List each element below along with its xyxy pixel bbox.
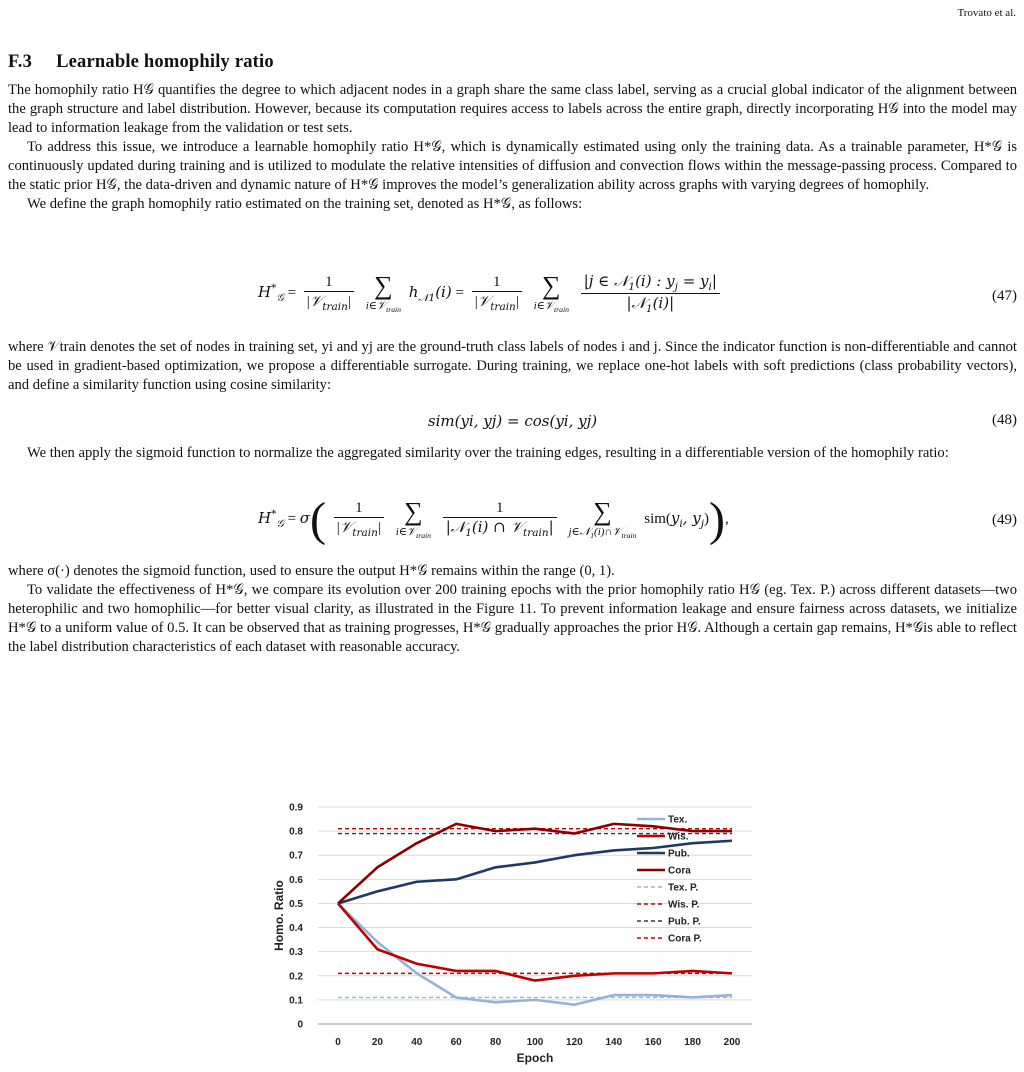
y-tick-label: 0.6 — [289, 874, 303, 886]
section-number: F.3 — [8, 52, 33, 72]
legend-label-wis-p: Wis. P. — [668, 899, 700, 911]
legend-label-tex: Tex. — [668, 814, 688, 826]
y-tick-label: 0.2 — [289, 971, 303, 983]
y-tick-label: 0.3 — [289, 947, 303, 959]
paragraph-7: To validate the effectiveness of H*𝒢, we compare its evolution over 200 training epochs with the prior homophily ratio H𝒢 (eg. Tex. P.) across different datasets—two heterophilic and two homophilic—for better visual clarity, as illustrated in the Figure 11. To prevent information leakage and ensure fairness across datasets, we initialize H*𝒢 to a uniform value of 0.5. It can be observed that as training progresses, H*𝒢 gradually approaches the prior H𝒢. Although a certain gap remains, H*𝒢is able to reflect the label distribution characteristics of each dataset with reasonable accuracy. — [8, 582, 1017, 655]
y-tick-label: 0.4 — [289, 923, 303, 935]
y-tick-label: 0.7 — [289, 850, 303, 862]
legend-label-tex-p: Tex. P. — [668, 882, 699, 894]
legend-label-pub-p: Pub. P. — [668, 916, 701, 928]
running-head: Trovato et al. — [957, 7, 1016, 19]
equation-48-body: sim(yi, yj) = cos(yi, yj) — [427, 412, 598, 430]
y-tick-label: 0.9 — [289, 802, 303, 814]
x-tick-label: 20 — [371, 1037, 383, 1048]
paragraph-3: We define the graph homophily ratio estimated on the training set, denoted as H*𝒢, as follows: — [27, 196, 583, 212]
legend-label-cora: Cora — [668, 865, 691, 877]
x-tick-label: 0 — [335, 1037, 341, 1048]
x-tick-label: 160 — [644, 1037, 662, 1048]
equation-47-body: $H^*_𝒢$ = $\frac{1}{|𝒱_{train}|}$ ∑ i∈𝒱$_{train}$ $h_{𝒩1}(i)$ = $\frac{1}{|𝒱_{train}|}$ ∑ i∈𝒱$_{train}$ $\frac{|j \in 𝒩_1(i) : y_j = y_i|}{|𝒩_1(i)|}$ — [258, 272, 724, 315]
y-tick-label: 0 — [297, 1019, 303, 1031]
legend-label-cora-p: Cora P. — [668, 933, 702, 945]
y-tick-label: 0.8 — [289, 826, 303, 838]
x-tick-label: 120 — [566, 1037, 583, 1048]
paragraph-1: The homophily ratio H𝒢 quantifies the degree to which adjacent nodes in a graph share the same class label, serving as a crucial global indicator of the alignment between the graph structure and label distribution. However, because its computation requires access to labels across the entire graph, directly incorporating H𝒢 into the model may lead to information leakage from the validation or test sets. — [8, 82, 1017, 136]
paragraph-4: where 𝒱train denotes the set of nodes in training set, yi and yj are the ground-truth class labels of nodes i and j. Since the indicator function is non-differentiable and cannot be used in gradient-based optimization, we propose a differentiable surrogate. During training, we replace one-hot labels with soft predictions (class probability vectors), and define a similarity function using cosine similarity: — [8, 339, 1017, 393]
legend-label-pub: Pub. — [668, 848, 690, 860]
paragraph-2: To address this issue, we introduce a learnable homophily ratio H*𝒢, which is dynamically estimated using only the training data. As a trainable parameter, H*𝒢 is continuously updated during training and is utilized to modulate the relative intensities of diffusion and convection flows within the message-passing process. Compared to the static prior H𝒢, the data-driven and dynamic nature of H*𝒢 improves the model’s generalization ability across graphs with varying degrees of homophily. — [8, 139, 1017, 193]
x-tick-label: 80 — [490, 1037, 502, 1048]
y-tick-label: 0.5 — [289, 898, 303, 910]
y-tick-label: 0.1 — [289, 995, 303, 1007]
paragraph-5: We then apply the sigmoid function to normalize the aggregated similarity over the training edges, resulting in a differentiable version of the homophily ratio: — [27, 445, 949, 461]
equation-49-body: $H^*_𝒢 = \sigma$( $\frac{1}{|𝒱_{train}|}$ ∑ i∈𝒱$_{train}$ $\frac{1}{|𝒩_1(i) \cap 𝒱_{train}|}$ ∑ j∈𝒩$_1$(i)∩𝒱$_{train}$ $sim(y_i$, $y_j$)), — [258, 493, 729, 546]
x-tick-label: 200 — [723, 1037, 741, 1048]
equation-48-number: (48) — [992, 412, 1017, 428]
paragraph-6: where σ(·) denotes the sigmoid function, used to ensure the output H*𝒢 remains within the range (0, 1). — [8, 563, 615, 579]
x-tick-label: 140 — [605, 1037, 623, 1048]
x-tick-label: 180 — [684, 1037, 701, 1048]
equation-47-number: (47) — [992, 288, 1017, 304]
x-tick-label: 60 — [450, 1037, 462, 1048]
y-axis-title: Homo. Ratio — [272, 880, 286, 951]
equation-49-number: (49) — [992, 512, 1017, 528]
x-tick-label: 100 — [526, 1037, 544, 1048]
x-tick-label: 40 — [411, 1037, 423, 1048]
section-title: Learnable homophily ratio — [56, 52, 274, 72]
x-axis-title: Epoch — [516, 1051, 554, 1065]
legend-label-wis: Wis. — [668, 831, 689, 843]
